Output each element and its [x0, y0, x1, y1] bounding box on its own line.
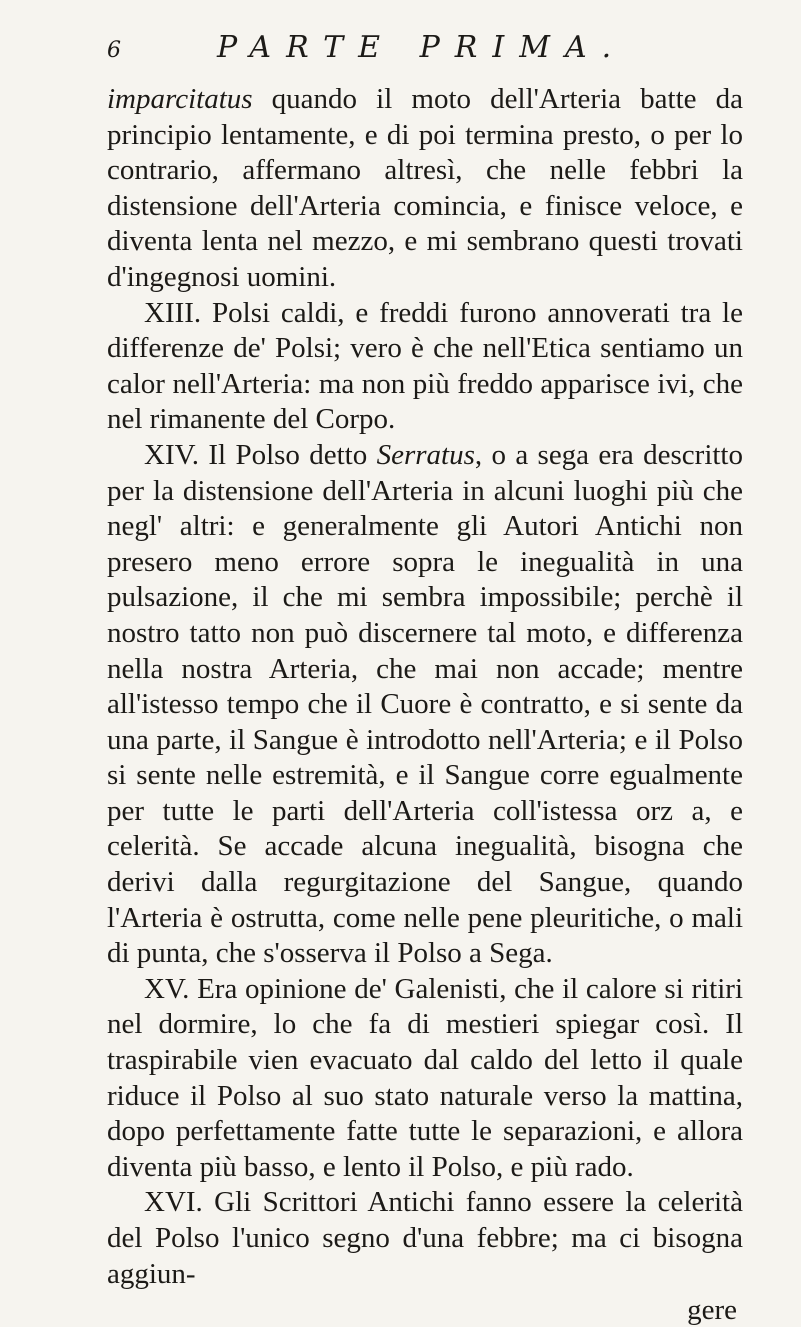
- paragraph-xiv: [107, 438, 743, 972]
- paragraph-text: quando il moto dell'Arteria batte da principio lentamente, e di poi termina presto, o per lo contrario, affermano altresì, che nelle febbri la distensione dell'Arteria comincia, e finisce veloce, e diventa lenta nel mezzo, e mi sembrano questi trovati d'ingegnosi uomini.: [107, 83, 743, 293]
- paragraph-continuation: [107, 82, 743, 296]
- page-number: 6: [107, 38, 121, 63]
- paragraph-xv: XV. Era opinione de' Galenisti, che il calore si ritiri nel dormire, lo che fa di mestieri spiegar così. Il traspirabile vien evacuato dal caldo del letto il quale riduce il Polso al suo stato naturale verso la mattina, dopo perfettamente fatte tutte le separazioni, e allora diventa più basso, e lento il Polso, e più rado.: [107, 972, 743, 1183]
- paragraph-text: XIV. Il Polso detto: [144, 438, 377, 471]
- body-text: [107, 82, 743, 1292]
- paragraph-xvi: XVI. Gli Scrittori Antichi fanno essere la celerità del Polso l'unico segno d'una febbre; ma ci bisogna aggiun-: [107, 1186, 743, 1290]
- page-header: [107, 30, 743, 82]
- italic-term: imparcitatus: [107, 83, 253, 115]
- catchword: gere: [687, 1294, 737, 1327]
- paragraph-xiii: XIII. Polsi caldi, e freddi furono annoverati tra le differenze de' Polsi; vero è che nell'Etica sentiamo un calor nell'Arteria: ma non più freddo apparisce ivi, che nel rimanente del Corpo.: [107, 296, 743, 436]
- italic-term: Serratus: [376, 438, 475, 471]
- running-head: PARTE PRIMA.: [217, 30, 627, 65]
- paragraph-text: , o a sega era descritto per la distensione dell'Arteria in alcuni luoghi più che negl' altri: e generalmente gli Autori Antichi non presero meno errore sopra le inegualità in una pulsazione, il che mi sembra impossibile; perchè il nostro tatto non può discernere tal moto, e differenza nella nostra Arteria, che mai non accade; mentre all'istesso tempo che il Cuore è contratto, e si sente da una parte, il Sangue è introdotto nell'Arteria; e il Polso si sente nelle estremità, e il Sangue corre egualmente per tutte le parti dell'Arteria coll'istessa orz a, e celerità. Se accade alcuna inegualità, bisogna che derivi dalla regurgitazione del Sangue, quando l'Arteria è ostrutta, come nelle pene pleuritiche, o mali di punta, che s'osserva il Polso a Sega.: [107, 438, 743, 970]
